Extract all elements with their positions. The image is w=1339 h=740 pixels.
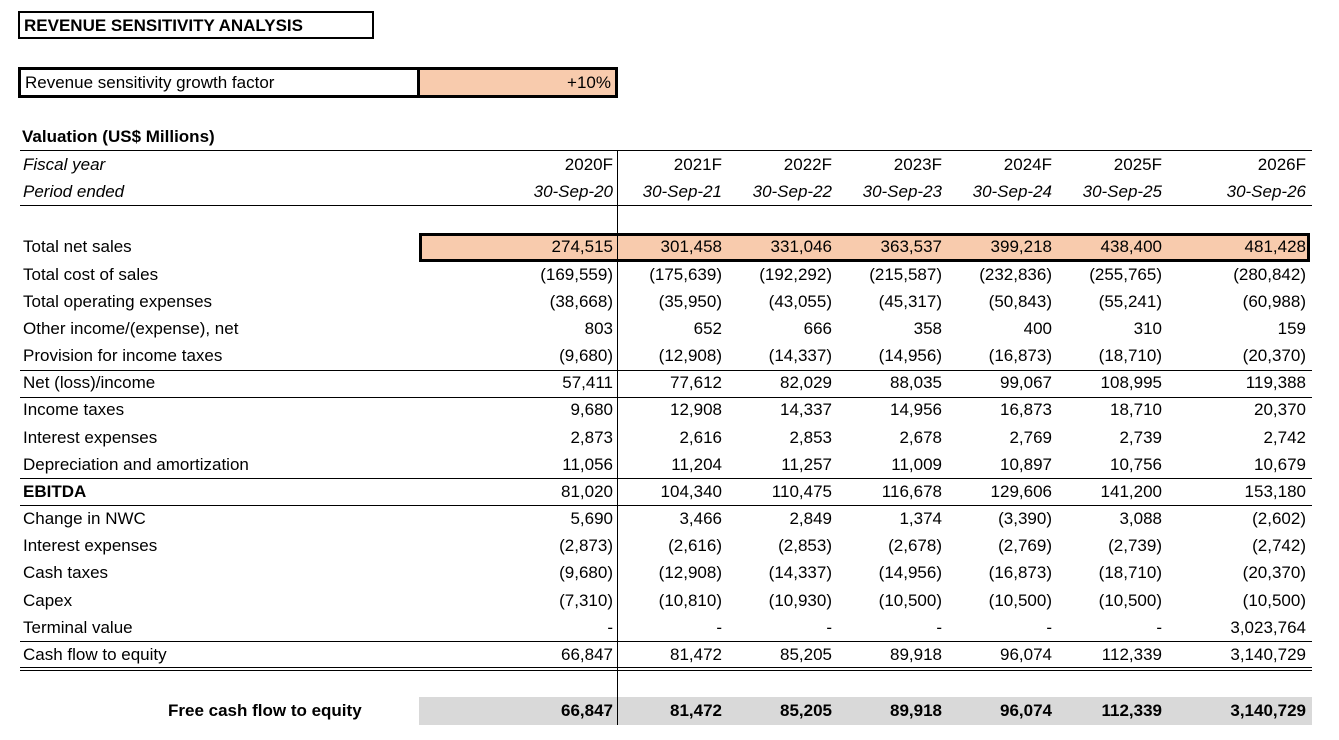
value-cell[interactable]: (2,739) <box>1108 536 1162 555</box>
value-cell[interactable]: (2,602) <box>1252 509 1306 528</box>
value-cell[interactable]: 2026F <box>1257 155 1306 174</box>
value-cell[interactable]: 481,428 <box>1244 237 1306 256</box>
table-row <box>0 261 1339 288</box>
table-row <box>0 315 1339 342</box>
value-cell[interactable]: - <box>1046 618 1052 637</box>
value-cell[interactable]: 116,678 <box>881 482 942 501</box>
value-cell[interactable]: (10,930) <box>768 591 832 610</box>
table-row <box>0 614 1339 641</box>
value-cell[interactable]: 141,200 <box>1100 482 1162 501</box>
value-cell[interactable]: (55,241) <box>1098 292 1162 311</box>
value-cell[interactable]: 3,140,729 <box>1230 645 1306 664</box>
value-cell[interactable]: (20,370) <box>1242 346 1306 365</box>
value-cell[interactable]: (60,988) <box>1242 292 1306 311</box>
value-cell[interactable]: (10,500) <box>1242 591 1306 610</box>
value-cell[interactable]: 16,873 <box>1000 400 1052 419</box>
value-cell[interactable]: 11,257 <box>781 455 832 474</box>
value-cell[interactable]: 30-Sep-21 <box>642 182 722 201</box>
value-cell[interactable]: (2,769) <box>998 536 1052 555</box>
value-cell[interactable]: 2,742 <box>1263 428 1306 447</box>
table-row <box>0 505 1339 532</box>
row-label: Cash taxes <box>23 563 109 582</box>
value-cell[interactable]: 18,710 <box>1110 400 1162 419</box>
value-cell[interactable]: 652 <box>693 319 722 338</box>
value-cell[interactable]: - <box>607 618 613 637</box>
value-cell[interactable]: 96,074 <box>1000 645 1052 664</box>
value-cell[interactable]: 96,074 <box>1000 701 1052 720</box>
valuation-heading: Valuation (US$ Millions) <box>22 127 215 146</box>
value-cell[interactable]: 2,739 <box>1119 428 1162 447</box>
value-cell[interactable]: (2,853) <box>778 536 832 555</box>
value-cell[interactable]: 104,340 <box>660 482 722 501</box>
value-cell[interactable]: 112,339 <box>1101 645 1162 664</box>
value-cell[interactable]: (255,765) <box>1089 265 1162 284</box>
table-row <box>0 233 1339 260</box>
value-cell[interactable]: 20,370 <box>1254 400 1306 419</box>
value-cell[interactable]: 159 <box>1277 319 1306 338</box>
value-cell[interactable]: - <box>826 618 832 637</box>
value-cell[interactable]: 112,339 <box>1101 701 1162 720</box>
table-row <box>0 559 1339 586</box>
value-cell[interactable]: (10,810) <box>658 591 722 610</box>
value-cell[interactable]: 310 <box>1133 319 1162 338</box>
value-cell[interactable]: 77,612 <box>670 373 722 392</box>
value-cell[interactable]: 2023F <box>893 155 942 174</box>
value-cell[interactable]: (43,055) <box>768 292 832 311</box>
value-cell[interactable]: 108,995 <box>1100 373 1162 392</box>
value-cell[interactable]: (10,500) <box>1098 591 1162 610</box>
row-label: Depreciation and amortization <box>23 455 249 474</box>
row-label: Interest expenses <box>23 536 158 555</box>
value-cell[interactable]: 2024F <box>1003 155 1052 174</box>
row-label: Provision for income taxes <box>23 346 223 365</box>
table-row <box>0 478 1339 505</box>
row-label: Cash flow to equity <box>23 645 167 664</box>
value-cell[interactable]: - <box>716 618 722 637</box>
value-cell[interactable]: 10,679 <box>1254 455 1306 474</box>
value-cell[interactable]: 2,616 <box>679 428 722 447</box>
row-label: Interest expenses <box>23 428 158 447</box>
value-cell[interactable]: 99,067 <box>1000 373 1052 392</box>
value-cell[interactable]: 274,515 <box>551 237 613 256</box>
value-cell[interactable]: (20,370) <box>1242 563 1306 582</box>
row-label: Total operating expenses <box>23 292 213 311</box>
value-cell[interactable]: - <box>1156 618 1162 637</box>
value-cell[interactable]: 11,009 <box>891 455 942 474</box>
value-cell[interactable]: 66,847 <box>561 645 613 664</box>
sensitivity-factor-input[interactable]: +10% <box>420 67 618 98</box>
value-cell[interactable]: (10,500) <box>878 591 942 610</box>
value-cell[interactable]: (18,710) <box>1098 346 1162 365</box>
value-cell[interactable]: 2020F <box>564 155 613 174</box>
value-cell[interactable]: (16,873) <box>988 563 1052 582</box>
row-label: Net (loss)/income <box>23 373 156 392</box>
value-cell[interactable]: 2,849 <box>789 509 832 528</box>
value-cell[interactable]: 11,056 <box>562 455 613 474</box>
value-cell[interactable]: (9,680) <box>559 346 613 365</box>
row-label: Other income/(expense), net <box>23 319 239 338</box>
value-cell[interactable]: (169,559) <box>540 265 613 284</box>
value-cell[interactable]: (14,956) <box>878 563 942 582</box>
value-cell[interactable]: 153,180 <box>1244 482 1306 501</box>
value-cell[interactable]: 2,769 <box>1009 428 1052 447</box>
value-cell[interactable]: 10,756 <box>1110 455 1162 474</box>
value-cell[interactable]: 81,020 <box>561 482 613 501</box>
value-cell[interactable]: (12,908) <box>658 346 722 365</box>
value-cell[interactable]: 66,847 <box>561 701 613 720</box>
value-cell[interactable]: (232,836) <box>979 265 1052 284</box>
value-cell[interactable]: 301,458 <box>660 237 722 256</box>
value-cell[interactable]: 9,680 <box>570 400 613 419</box>
value-cell[interactable]: 2021F <box>673 155 722 174</box>
value-cell[interactable]: (215,587) <box>869 265 942 284</box>
row-label: Fiscal year <box>23 155 106 174</box>
value-cell[interactable]: (38,668) <box>549 292 613 311</box>
value-cell[interactable]: 88,035 <box>890 373 942 392</box>
value-cell[interactable]: (14,337) <box>768 346 832 365</box>
value-cell[interactable]: 2025F <box>1113 155 1162 174</box>
header-bottom-rule <box>20 205 1312 206</box>
value-cell[interactable]: (14,956) <box>878 346 942 365</box>
sheet-title: REVENUE SENSITIVITY ANALYSIS <box>18 11 374 39</box>
period-ended-row <box>0 178 1339 205</box>
free-cash-flow-row <box>0 697 1339 724</box>
value-cell[interactable]: 129,606 <box>990 482 1052 501</box>
value-cell[interactable]: (9,680) <box>559 563 613 582</box>
row-label: EBITDA <box>23 482 87 501</box>
row-label: Terminal value <box>23 618 133 637</box>
value-cell[interactable]: 438,400 <box>1100 237 1162 256</box>
table-row <box>0 424 1339 451</box>
value-cell[interactable]: 2,873 <box>570 428 613 447</box>
table-row <box>0 288 1339 315</box>
sensitivity-factor-label: Revenue sensitivity growth factor <box>18 67 420 98</box>
row-label: Total net sales <box>23 237 132 256</box>
value-cell[interactable]: (2,742) <box>1252 536 1306 555</box>
row-label: Period ended <box>23 182 125 201</box>
row-label: Capex <box>23 591 73 610</box>
row-label: Total cost of sales <box>23 265 159 284</box>
value-cell[interactable]: (10,500) <box>988 591 1052 610</box>
value-cell[interactable]: (280,842) <box>1233 265 1306 284</box>
value-cell[interactable]: (35,950) <box>658 292 722 311</box>
value-cell[interactable]: 3,466 <box>679 509 722 528</box>
value-cell[interactable]: 89,918 <box>890 645 942 664</box>
value-cell[interactable]: (14,337) <box>768 563 832 582</box>
value-cell[interactable]: 2,678 <box>899 428 942 447</box>
value-cell[interactable]: 30-Sep-24 <box>972 182 1052 201</box>
value-cell[interactable]: 30-Sep-23 <box>862 182 942 201</box>
value-cell[interactable]: 3,140,729 <box>1230 701 1306 720</box>
value-cell[interactable]: 30-Sep-26 <box>1226 182 1306 201</box>
value-cell[interactable]: 14,956 <box>890 400 942 419</box>
value-cell[interactable]: 14,337 <box>780 400 832 419</box>
value-cell[interactable]: 5,690 <box>570 509 613 528</box>
value-cell[interactable]: (175,639) <box>649 265 722 284</box>
table-row <box>0 532 1339 559</box>
row-label: Income taxes <box>23 400 125 419</box>
value-cell[interactable]: 81,472 <box>670 645 722 664</box>
value-cell[interactable]: 30-Sep-20 <box>533 182 613 201</box>
value-cell[interactable]: 358 <box>913 319 942 338</box>
value-cell[interactable]: 119,388 <box>1245 373 1306 392</box>
value-cell[interactable]: (2,678) <box>888 536 942 555</box>
value-cell[interactable]: 2022F <box>783 155 832 174</box>
value-cell[interactable]: 3,088 <box>1119 509 1162 528</box>
value-cell[interactable]: 399,218 <box>990 237 1052 256</box>
value-cell[interactable]: 400 <box>1023 319 1052 338</box>
table-row <box>0 369 1339 396</box>
value-cell[interactable]: 363,537 <box>880 237 942 256</box>
value-cell[interactable]: (7,310) <box>559 591 613 610</box>
value-cell[interactable]: 82,029 <box>780 373 832 392</box>
value-cell[interactable]: 81,472 <box>670 701 722 720</box>
row-label: Free cash flow to equity <box>168 701 362 720</box>
value-cell[interactable]: (192,292) <box>759 265 832 284</box>
value-cell[interactable]: 12,908 <box>670 400 722 419</box>
value-cell[interactable]: 331,046 <box>770 237 832 256</box>
value-cell[interactable]: (18,710) <box>1098 563 1162 582</box>
value-cell[interactable]: 57,411 <box>562 373 613 392</box>
value-cell[interactable]: 803 <box>584 319 613 338</box>
value-cell[interactable]: 11,204 <box>671 455 722 474</box>
value-cell[interactable]: (12,908) <box>658 563 722 582</box>
value-cell[interactable]: (2,873) <box>559 536 613 555</box>
value-cell[interactable]: 2,853 <box>789 428 832 447</box>
row-label: Change in NWC <box>23 509 146 528</box>
value-cell[interactable]: 666 <box>803 319 832 338</box>
value-cell[interactable]: 1,374 <box>899 509 942 528</box>
value-cell[interactable]: (16,873) <box>988 346 1052 365</box>
value-cell[interactable]: 85,205 <box>780 645 832 664</box>
table-row <box>0 641 1339 668</box>
value-cell[interactable]: - <box>936 618 942 637</box>
table-row <box>0 342 1339 369</box>
value-cell[interactable]: 30-Sep-22 <box>752 182 832 201</box>
value-cell[interactable]: (2,616) <box>668 536 722 555</box>
cash-flow-double-rule-2 <box>20 670 1312 671</box>
value-cell[interactable]: 110,475 <box>771 482 832 501</box>
table-row <box>0 587 1339 614</box>
table-row <box>0 396 1339 423</box>
fiscal-year-row <box>0 151 1339 178</box>
value-cell[interactable]: 30-Sep-25 <box>1082 182 1162 201</box>
value-cell[interactable]: 85,205 <box>780 701 832 720</box>
value-cell[interactable]: (45,317) <box>878 292 942 311</box>
value-cell[interactable]: 3,023,764 <box>1230 618 1306 637</box>
table-row <box>0 451 1339 478</box>
value-cell[interactable]: 89,918 <box>890 701 942 720</box>
value-cell[interactable]: (50,843) <box>988 292 1052 311</box>
value-cell[interactable]: (3,390) <box>998 509 1052 528</box>
value-cell[interactable]: 10,897 <box>1000 455 1052 474</box>
